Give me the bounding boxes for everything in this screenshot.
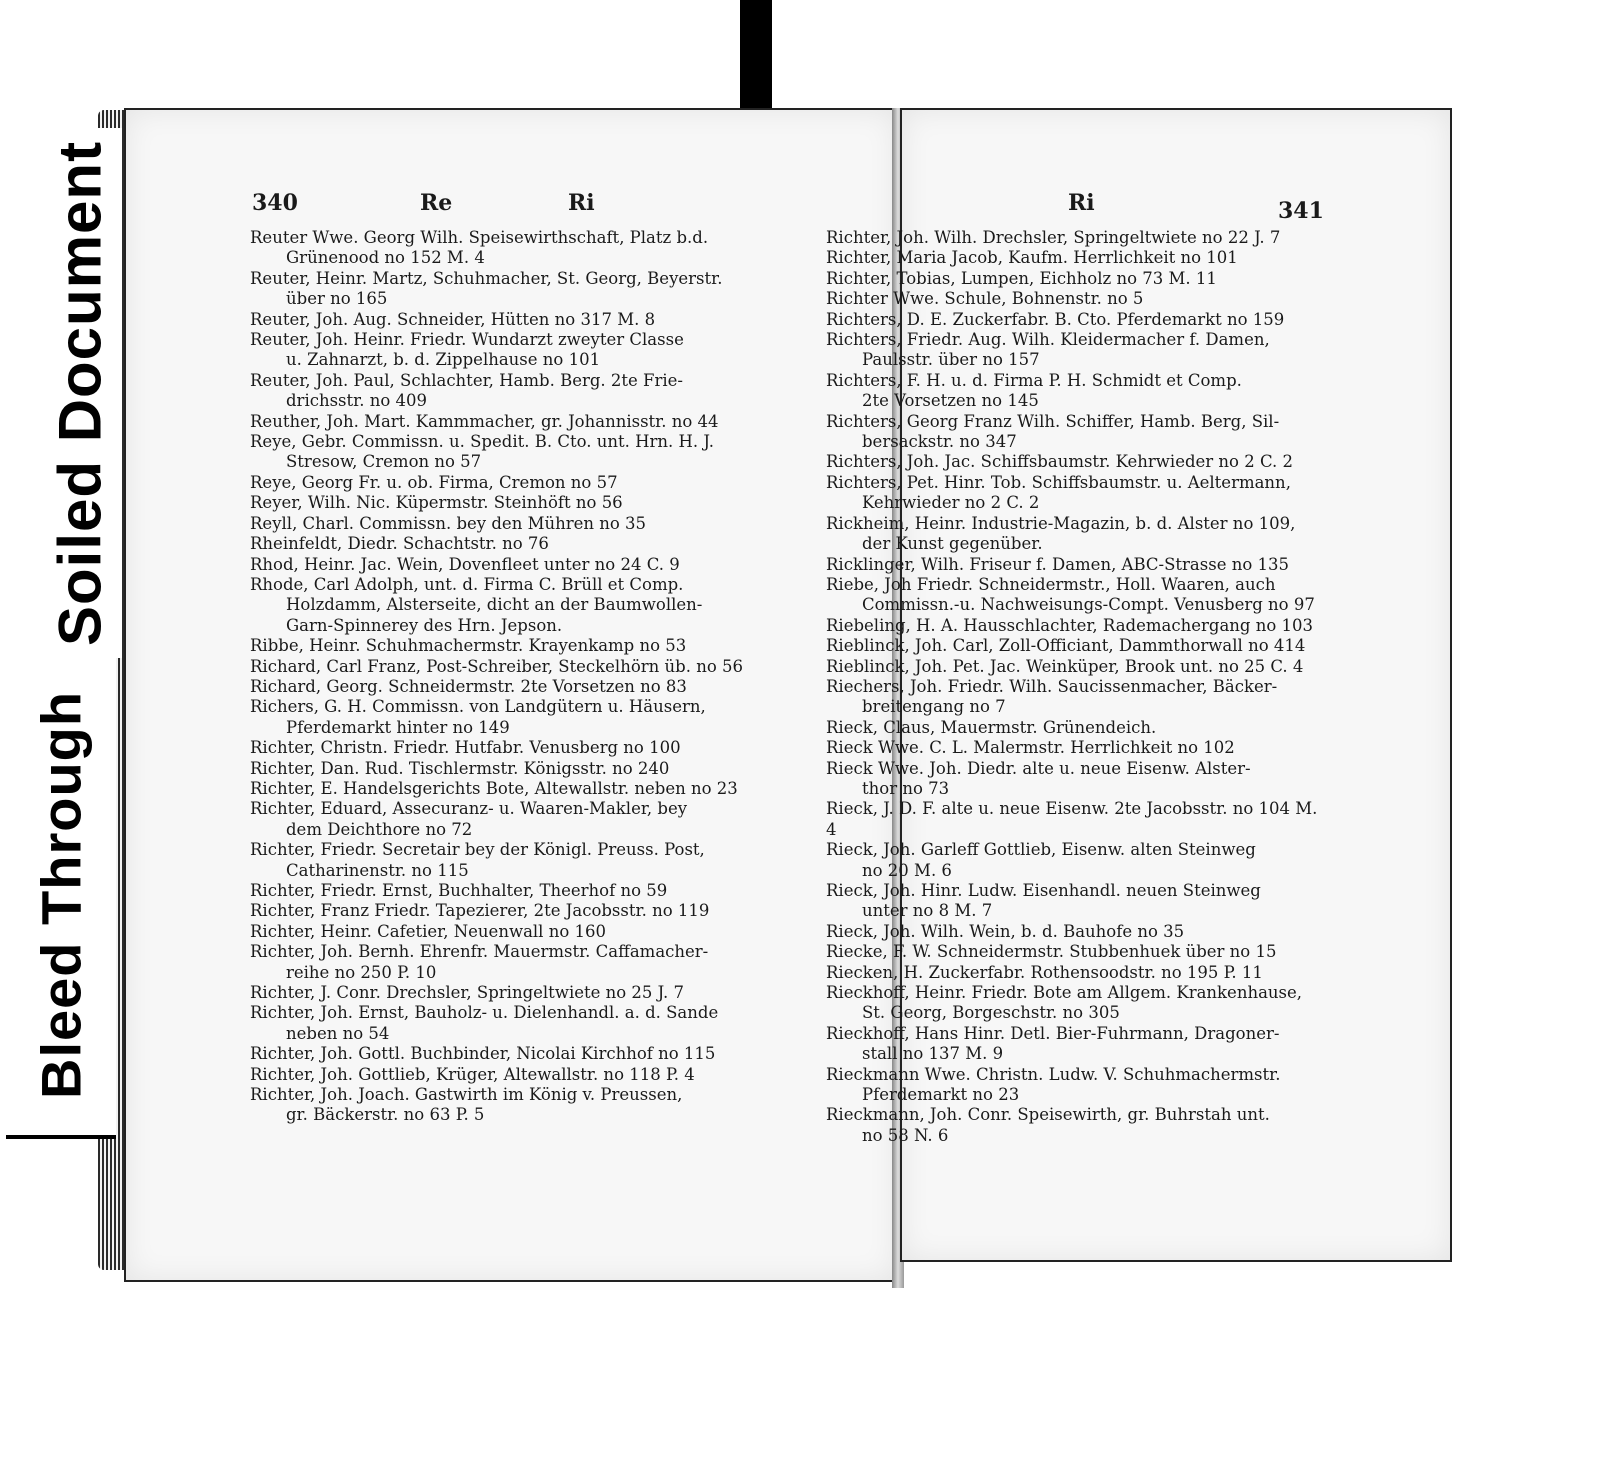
left-entry-list bbox=[250, 228, 770, 1126]
directory-entry bbox=[826, 1065, 1326, 1106]
entry-line: Richter, Joh. Ernst, Bauholz- u. Dielenhandl. a. d. Sande bbox=[250, 1003, 719, 1023]
directory-entry bbox=[826, 636, 1326, 656]
directory-entry bbox=[250, 616, 770, 636]
left-header-re: Re bbox=[420, 190, 453, 216]
entry-line: Richters, Friedr. Aug. Wilh. Kleidermacher f. Damen, bbox=[826, 330, 1270, 350]
directory-entry bbox=[826, 616, 1326, 636]
entry-line: Reuter, Heinr. Martz, Schuhmacher, St. Georg, Beyerstr. bbox=[250, 268, 723, 288]
entry-line: Riechers, Joh. Friedr. Wilh. Saucissenmacher, Bäcker- bbox=[826, 676, 1278, 696]
entry-line: Rieck, Joh. Wilh. Wein, b. d. Bauhofe no 35 bbox=[826, 921, 1185, 941]
entry-continuation: gr. Bäckerstr. no 63 P. 5 bbox=[286, 1105, 485, 1125]
entry-line: Richter, Joh. Gottl. Buchbinder, Nicolai Kirchhof no 115 bbox=[250, 1044, 716, 1064]
entry-line: Richter Wwe. Schule, Bohnenstr. no 5 bbox=[826, 289, 1144, 309]
entry-continuation: breitengang no 7 bbox=[862, 697, 1006, 717]
entry-continuation: Stresow, Cremon no 57 bbox=[286, 452, 482, 472]
entry-line: Richters, Pet. Hinr. Tob. Schiffsbaumstr. u. Aeltermann, bbox=[826, 472, 1291, 492]
entry-line: Reuter, Joh. Heinr. Friedr. Wundarzt zweyter Classe bbox=[250, 330, 684, 350]
entry-continuation: 2te Vorsetzen no 145 bbox=[862, 391, 1039, 411]
directory-entry bbox=[250, 330, 770, 371]
entry-line: Richter, Franz Friedr. Tapezierer, 2te Jacobsstr. no 119 bbox=[250, 901, 710, 921]
entry-line: Reyer, Wilh. Nic. Küpermstr. Steinhöft no 56 bbox=[250, 493, 623, 513]
entry-line: Rieckhoff, Hans Hinr. Detl. Bier-Fuhrmann, Dragoner- bbox=[826, 1023, 1280, 1043]
entry-line: Reuther, Joh. Mart. Kammmacher, gr. Johannisstr. no 44 bbox=[250, 411, 719, 431]
entry-continuation: thor no 73 bbox=[862, 778, 950, 798]
entry-line: Richters, Joh. Jac. Schiffsbaumstr. Kehrwieder no 2 C. 2 bbox=[826, 452, 1293, 472]
directory-entry bbox=[250, 473, 770, 493]
directory-entry bbox=[250, 432, 770, 473]
directory-entry bbox=[826, 228, 1326, 248]
entry-line: Rieckmann, Joh. Conr. Speisewirth, gr. Buhrstah unt. bbox=[826, 1105, 1270, 1125]
directory-entry bbox=[250, 493, 770, 513]
entry-line: Reuter, Joh. Aug. Schneider, Hütten no 317 M. 8 bbox=[250, 309, 656, 329]
entry-line: Rieblinck, Joh. Pet. Jac. Weinküper, Brook unt. no 25 C. 4 bbox=[826, 656, 1304, 676]
directory-entry bbox=[826, 371, 1326, 412]
entry-line: Rieblinck, Joh. Carl, Zoll-Officiant, Dammthorwall no 414 bbox=[826, 636, 1306, 656]
directory-entry bbox=[826, 412, 1326, 453]
directory-entry bbox=[250, 412, 770, 432]
entry-continuation: neben no 54 bbox=[286, 1023, 390, 1043]
entry-line: Riebeling, H. A. Hausschlachter, Rademachergang no 103 bbox=[826, 615, 1314, 635]
entry-line: Richard, Carl Franz, Post-Schreiber, Steckelhörn üb. no 56 bbox=[250, 656, 744, 676]
directory-entry bbox=[250, 228, 770, 269]
entry-line: Reye, Gebr. Commissn. u. Spedit. B. Cto. unt. Hrn. H. J. bbox=[250, 432, 714, 452]
entry-line: Reuter Wwe. Georg Wilh. Speisewirthschaft, Platz b.d. bbox=[250, 228, 709, 247]
directory-entry bbox=[250, 901, 770, 921]
directory-entry bbox=[250, 759, 770, 779]
directory-entry bbox=[826, 555, 1326, 575]
directory-entry bbox=[250, 534, 770, 554]
directory-entry bbox=[826, 248, 1326, 268]
directory-entry bbox=[826, 881, 1326, 922]
entry-continuation: Garn-Spinnerey des Hrn. Jepson. bbox=[286, 615, 563, 635]
entry-line: Richard, Georg. Schneidermstr. 2te Vorsetzen no 83 bbox=[250, 676, 687, 696]
left-header-ri: Ri bbox=[568, 190, 595, 216]
directory-entry bbox=[250, 1044, 770, 1064]
entry-line: Richter, Eduard, Assecuranz- u. Waaren-Makler, bey bbox=[250, 799, 688, 819]
entry-continuation: dem Deichthore no 72 bbox=[286, 819, 473, 839]
directory-entry bbox=[826, 1105, 1326, 1146]
entry-line: Richers, G. H. Commissn. von Landgütern u. Häusern, bbox=[250, 697, 706, 717]
entry-line: Richter, Friedr. Ernst, Buchhalter, Theerhof no 59 bbox=[250, 881, 668, 900]
entry-line: Rickheim, Heinr. Industrie-Magazin, b. d. Alster no 109, bbox=[826, 513, 1296, 533]
entry-continuation: Holzdamm, Alsterseite, dicht an der Baumwollen- bbox=[286, 595, 703, 615]
entry-continuation: über no 165 bbox=[286, 289, 388, 309]
entry-line: Rieckmann Wwe. Christn. Ludw. V. Schuhmachermstr. bbox=[826, 1064, 1281, 1084]
entry-line: Richter, Dan. Rud. Tischlermstr. Königsstr. no 240 bbox=[250, 758, 670, 778]
entry-continuation: Paulsstr. über no 157 bbox=[862, 350, 1040, 370]
directory-entry bbox=[826, 677, 1326, 718]
directory-entry bbox=[250, 738, 770, 758]
directory-entry bbox=[250, 779, 770, 799]
directory-entry bbox=[826, 840, 1326, 881]
entry-line: Reuter, Joh. Paul, Schlachter, Hamb. Berg. 2te Frie- bbox=[250, 370, 683, 390]
soiled-document-label: Soiled Document bbox=[38, 128, 122, 658]
right-entry-list bbox=[826, 228, 1326, 1146]
entry-line: Rhode, Carl Adolph, unt. d. Firma C. Brüll et Comp. bbox=[250, 574, 684, 594]
directory-entry bbox=[250, 983, 770, 1003]
entry-line: Rieck, J. D. F. alte u. neue Eisenw. 2te Jacobsstr. no 104 M. 4 bbox=[826, 799, 1318, 839]
entry-continuation: drichsstr. no 409 bbox=[286, 391, 428, 411]
entry-line: Rieckhoff, Heinr. Friedr. Bote am Allgem. Krankenhause, bbox=[826, 983, 1303, 1003]
entry-line: Reye, Georg Fr. u. ob. Firma, Cremon no 57 bbox=[250, 472, 618, 492]
entry-continuation: Catharinenstr. no 115 bbox=[286, 860, 469, 880]
directory-entry bbox=[826, 759, 1326, 800]
directory-entry bbox=[250, 310, 770, 330]
entry-line: Richters, D. E. Zuckerfabr. B. Cto. Pferdemarkt no 159 bbox=[826, 309, 1285, 329]
directory-entry bbox=[250, 555, 770, 575]
entry-line: Richters, Georg Franz Wilh. Schiffer, Hamb. Berg, Sil- bbox=[826, 411, 1280, 431]
entry-continuation: no 58 N. 6 bbox=[862, 1125, 949, 1145]
entry-line: Richter, Heinr. Cafetier, Neuenwall no 160 bbox=[250, 921, 606, 941]
directory-entry bbox=[250, 657, 770, 677]
entry-line: Richter, Maria Jacob, Kaufm. Herrlichkeit no 101 bbox=[826, 248, 1238, 268]
entry-line: Rhod, Heinr. Jac. Wein, Dovenfleet unter no 24 C. 9 bbox=[250, 554, 680, 574]
entry-continuation: bersackstr. no 347 bbox=[862, 432, 1017, 452]
entry-line: Richter, Joh. Wilh. Drechsler, Springeltwiete no 22 J. 7 bbox=[826, 228, 1281, 247]
directory-entry bbox=[826, 514, 1326, 555]
entry-continuation: u. Zahnarzt, b. d. Zippelhause no 101 bbox=[286, 350, 601, 370]
directory-entry bbox=[250, 514, 770, 534]
directory-entry bbox=[826, 452, 1326, 472]
directory-entry bbox=[826, 942, 1326, 962]
directory-entry bbox=[826, 575, 1326, 616]
entry-continuation: St. Georg, Borgeschstr. no 305 bbox=[862, 1003, 1120, 1023]
entry-continuation: Kehrwieder no 2 C. 2 bbox=[862, 493, 1040, 513]
entry-line: Richter, J. Conr. Drechsler, Springeltwiete no 25 J. 7 bbox=[250, 983, 684, 1003]
entry-line: Richter, Christn. Friedr. Hutfabr. Venusberg no 100 bbox=[250, 738, 681, 758]
entry-continuation: Pferdemarkt hinter no 149 bbox=[286, 717, 510, 737]
entry-line: Richter, Joh. Gottlieb, Krüger, Altewallstr. no 118 P. 4 bbox=[250, 1064, 695, 1084]
directory-entry bbox=[826, 310, 1326, 330]
entry-continuation: no 20 M. 6 bbox=[862, 860, 952, 880]
entry-line: Richter, Friedr. Secretair bey der Königl. Preuss. Post, bbox=[250, 840, 705, 860]
entry-line: Reyll, Charl. Commissn. bey den Mühren no 35 bbox=[250, 513, 647, 533]
right-page-number: 341 bbox=[1278, 198, 1324, 224]
directory-entry bbox=[250, 636, 770, 656]
entry-line: Rheinfeldt, Diedr. Schachtstr. no 76 bbox=[250, 534, 549, 554]
entry-line: Rieck, Claus, Mauermstr. Grünendeich. bbox=[826, 717, 1157, 737]
directory-entry bbox=[250, 677, 770, 697]
entry-line: Richter, Joh. Bernh. Ehrenfr. Mauermstr. Caffamacher- bbox=[250, 942, 709, 962]
directory-entry bbox=[250, 371, 770, 412]
directory-entry bbox=[826, 738, 1326, 758]
entry-continuation: der Kunst gegenüber. bbox=[862, 534, 1043, 554]
directory-entry bbox=[250, 575, 770, 616]
directory-entry bbox=[826, 330, 1326, 371]
entry-line: Rieck Wwe. C. L. Malermstr. Herrlichkeit no 102 bbox=[826, 738, 1235, 758]
entry-line: Richter, Tobias, Lumpen, Eichholz no 73 M. 11 bbox=[826, 268, 1217, 288]
bleed-through-label: Bleed Through bbox=[6, 655, 116, 1139]
directory-entry bbox=[826, 922, 1326, 942]
entry-continuation: Grünenood no 152 M. 4 bbox=[286, 248, 485, 268]
directory-entry bbox=[826, 269, 1326, 289]
entry-line: Ricklinger, Wilh. Friseur f. Damen, ABC-Strasse no 135 bbox=[826, 554, 1290, 574]
directory-entry bbox=[250, 697, 770, 738]
directory-entry bbox=[826, 289, 1326, 309]
directory-entry bbox=[250, 840, 770, 881]
directory-entry bbox=[826, 473, 1326, 514]
entry-continuation: Pferdemarkt no 23 bbox=[862, 1085, 1020, 1105]
directory-entry bbox=[826, 799, 1326, 840]
entry-continuation: Commissn.-u. Nachweisungs-Compt. Venusberg no 97 bbox=[862, 595, 1315, 615]
entry-line: Richters, F. H. u. d. Firma P. H. Schmidt et Comp. bbox=[826, 370, 1242, 390]
entry-line: Richter, E. Handelsgerichts Bote, Altewallstr. neben no 23 bbox=[250, 778, 738, 798]
directory-entry bbox=[250, 799, 770, 840]
directory-entry bbox=[826, 657, 1326, 677]
directory-entry bbox=[826, 1024, 1326, 1065]
entry-line: Riecken, H. Zuckerfabr. Rothensoodstr. no 195 P. 11 bbox=[826, 962, 1263, 982]
directory-entry bbox=[250, 1065, 770, 1085]
entry-continuation: reihe no 250 P. 10 bbox=[286, 962, 437, 982]
entry-line: Rieck, Joh. Hinr. Ludw. Eisenhandl. neuen Steinweg bbox=[826, 881, 1261, 900]
entry-continuation: stall no 137 M. 9 bbox=[862, 1044, 1004, 1064]
entry-line: Riebe, Joh Friedr. Schneidermstr., Holl. Waaren, auch bbox=[826, 574, 1276, 594]
left-page-number: 340 bbox=[252, 190, 298, 216]
directory-entry bbox=[250, 922, 770, 942]
entry-line: Rieck, Joh. Garleff Gottlieb, Eisenw. alten Steinweg bbox=[826, 840, 1256, 860]
entry-line: Ribbe, Heinr. Schuhmachermstr. Krayenkamp no 53 bbox=[250, 636, 687, 656]
entry-line: Rieck Wwe. Joh. Diedr. alte u. neue Eisenw. Alster- bbox=[826, 758, 1251, 778]
directory-entry bbox=[250, 1003, 770, 1044]
directory-entry bbox=[826, 718, 1326, 738]
directory-entry bbox=[826, 963, 1326, 983]
directory-entry bbox=[826, 983, 1326, 1024]
directory-entry bbox=[250, 269, 770, 310]
entry-line: Richter, Joh. Joach. Gastwirth im König v. Preussen, bbox=[250, 1085, 683, 1105]
entry-continuation: unter no 8 M. 7 bbox=[862, 901, 993, 921]
directory-entry bbox=[250, 942, 770, 983]
directory-entry bbox=[250, 1085, 770, 1126]
directory-entry bbox=[250, 881, 770, 901]
right-header-ri: Ri bbox=[1068, 190, 1095, 216]
entry-line: Riecke, F. W. Schneidermstr. Stubbenhuek über no 15 bbox=[826, 942, 1277, 962]
